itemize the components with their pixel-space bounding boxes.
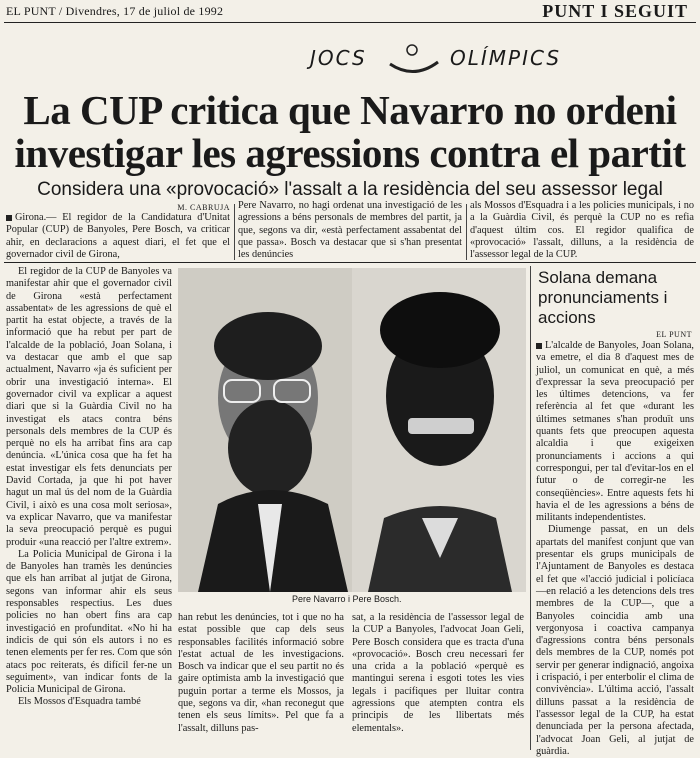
- subheadline: Considera una «provocació» l'assalt a la residència del seu assessor legal: [37, 179, 663, 200]
- body-paragraph: El regidor de la CUP de Banyoles va manifestar ahir que el governador civil de Girona «està perfectament assabentat» de les agressions de què el partit ha estat objecte, a través de la informació que ha rebut per part de l'alcalde de la població, Joan Solana, i va destacar que amb el que sap actualment, Navarro «ja és suficient per obrir una investigació interna». El governador civil va explicar a aquest diari que si la Guàrdia Civil no ha investigat els atacs contra béns personals dels membres de la CUP és perquè no els ha arribat fins ara cap denúncia. «L'única cosa que ha fet ha estat investigar els fets denunciats per David Cortada, ja que hi pot haver hagut un mal ús del nom de la Guàrdia Civil, i això es una cosa molt seriosa», va explicar Navarro, que va manifestar la seva preocupació perquè es pugui produir «una reacció per l'altre extrem».: [6, 266, 172, 548]
- portrait-illustration: [178, 268, 526, 592]
- photo-caption: Pere Navarro i Pere Bosch.: [292, 594, 402, 604]
- sidebar-title-line: Solana demana: [538, 268, 658, 287]
- sidebar-body: [536, 340, 694, 757]
- body-text-mid-2: sat, a la residència de l'assessor legal de la CUP a Banyoles, l'advocat Joan Geli, Pere Bosch considera que es tracta d'una «provocació». Bosch creu necessari fer una crida a la població «perquè es mantingui serena i esgoti totes les vies legals i pacífiques per lluitar contra agressions que atempten contra els principis de les llibertats més elementals».: [352, 612, 524, 734]
- lead-column-3: [470, 200, 694, 261]
- sidebar-paragraph: Diumenge passat, en un dels apartats del manifest conjunt que van presentar els grups municipals de l'Ajuntament de Banyoles es destaca el fet que «l'acció judicial i policíaca —en relació a les detencions dels tres membres de la CUP—, que a Banyoles coincidia amb una vergonyosa i coactiva campanya d'agressions contra béns personals dels membres de la CUP, només pot servir per generar indignació, angoixa i crispació, i per enterbolir el clima de convivència». L'última acció, l'assalt dilluns passat a la residència de l'assessor legal de la CUP, ha estat denunciada per la persona afectada, l'advocat Joan Geli, al jutjat de guàrdia.: [536, 524, 694, 757]
- sidebar-title: [538, 268, 694, 328]
- sidebar-byline: EL PUNT: [656, 330, 692, 339]
- lead-rule: [4, 262, 696, 263]
- section-label: [300, 36, 570, 80]
- sidebar-divider: [530, 266, 531, 750]
- olympic-logo-icon: [382, 38, 446, 78]
- sidebar-paragraph: [536, 340, 694, 524]
- body-column-left: [6, 266, 172, 750]
- lead-column-1: [6, 212, 230, 261]
- lead-column-2: [238, 200, 462, 261]
- masthead-rule: [4, 22, 696, 23]
- sidebar-title-line: accions: [538, 308, 596, 327]
- section-label-right: OLÍMPICS: [450, 46, 562, 70]
- headline-line-1: La CUP critica que Navarro no ordeni: [23, 87, 677, 133]
- lead-text-1: Girona.— El regidor de la Candidatura d'Unitat Popular (CUP) de Banyoles, Pere Bosch, va criticar ahir, en declaracions a aquest diari, el fet que el governador civil de Girona,: [6, 212, 230, 260]
- lead-text-3: als Mossos d'Esquadra i a les policies municipals, i no a la Guàrdia Civil, és perquè la CUP no es refia d'aquest últim cos. El regidor qualifica de «provocació» l'assalt, dilluns, a la residència de l'assessor legal de la CUP.: [470, 200, 694, 261]
- sidebar-title-line: pronunciaments i: [538, 288, 668, 307]
- body-column-mid-1: [178, 612, 344, 750]
- body-paragraph: Els Mossos d'Esquadra també: [18, 696, 141, 708]
- column-divider: [234, 204, 235, 260]
- byline: M. CABRUJA: [177, 203, 230, 212]
- column-divider: [466, 204, 467, 260]
- masthead-publication: EL PUNT / Divendres, 17 de juliol de 1992: [6, 4, 224, 18]
- headline-line-2: investigar les agressions contra el partit: [14, 130, 686, 176]
- sidebar-paragraph-text: L'alcalde de Banyoles, Joan Solana, va emetre, el dia 8 d'aquest mes de juliol, un comunicat en què, a més d'expressar la seva preocupació per les últimes detencions, va fer referència al fet que «durant les últimes setmanes s'han produït uns quants fets que preocupen aquesta alcaldia i que exigeixen pronunciaments i accions a qui correspongui, per tal d'evitar-los en el futur o de corregir-ne les conseqüències». Entre aquests fets hi havia el de les agressions a béns de militants independentistes.: [536, 340, 694, 524]
- body-paragraph: La Policia Municipal de Girona i la de Banyoles han tramès les denúncies que els han arribat al jutjat de Girona, segons van informar ahir els seus responsables respectius. Les dues policies no han obert fins ara cap investigació en profunditat. «No hi ha indicis de qui són els autors i no es tenen elements per fer res. Com que són atacs poc reiterats, és difícil fer-ne un seguiment», van indicar fonts de la Policia Municipal de Girona.: [6, 548, 172, 696]
- body-text-mid-1: han rebut les denúncies, tot i que no ha estat possible que cap dels seus responsables facilités informació sobre l'estat actual de les investigacions. Bosch va indicar que el seu partit no és gaire optimista amb la investigació que puguin portar a terme els Mossos, ja que, segons va dir, «han reconegut que tenen els seus límits». Pel que fa a l'assalt, dilluns pas-: [178, 612, 344, 734]
- news-photo: [178, 268, 526, 592]
- section-label-left: JOCS: [310, 46, 367, 70]
- section-title: PUNT I SEGUIT: [542, 1, 688, 21]
- bullet-icon: [6, 215, 12, 221]
- lead-text-2: Pere Navarro, no hagi ordenat una investigació de les agressions a béns personals de membres del partit, ja que, segons va dir, «està perfectament assabentat del que passa». Bosch va destacar que si s'han presentat les denúncies: [238, 200, 462, 261]
- bullet-icon: [536, 343, 542, 349]
- body-column-mid-2: [352, 612, 524, 750]
